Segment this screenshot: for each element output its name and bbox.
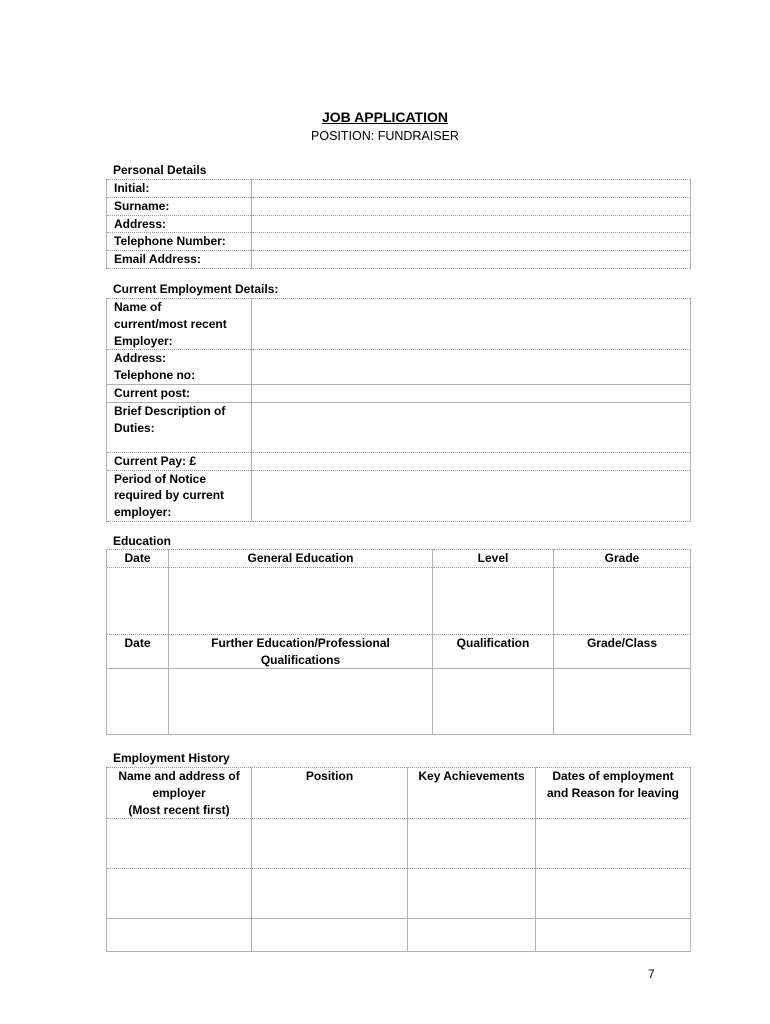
personal-details-table <box>106 179 691 269</box>
employer-address-field[interactable] <box>252 350 691 385</box>
email-field[interactable] <box>252 251 691 269</box>
notice-period-field[interactable] <box>252 470 691 521</box>
current-employment-table <box>106 298 691 522</box>
grade-class-cell[interactable] <box>554 669 691 735</box>
history-cell[interactable] <box>107 919 252 952</box>
history-cell[interactable] <box>107 819 252 869</box>
history-cell[interactable] <box>252 869 408 919</box>
employment-history-table <box>106 767 691 952</box>
education-date-cell[interactable] <box>107 567 169 634</box>
surname-field[interactable] <box>252 197 691 215</box>
page-number: 7 <box>648 967 655 981</box>
current-pay-field[interactable] <box>252 452 691 470</box>
key-achievements-header: Key Achievements <box>408 768 536 819</box>
address-label: Address: <box>107 215 252 233</box>
position-subtitle: POSITION: FUNDRAISER <box>311 129 459 143</box>
telephone-field[interactable] <box>252 233 691 251</box>
further-date-header: Date <box>107 634 169 669</box>
further-education-cell[interactable] <box>169 669 433 735</box>
qualification-header: Qualification <box>433 634 554 669</box>
further-date-cell[interactable] <box>107 669 169 735</box>
history-cell[interactable] <box>536 819 691 869</box>
grade-class-header: Grade/Class <box>554 634 691 669</box>
history-cell[interactable] <box>107 869 252 919</box>
employer-name-header: Name and address of employer (Most recent first) <box>107 768 252 819</box>
grade-cell[interactable] <box>554 567 691 634</box>
current-employment-heading: Current Employment Details: <box>113 282 279 296</box>
grade-header: Grade <box>554 550 691 568</box>
qualification-cell[interactable] <box>433 669 554 735</box>
employer-label: Name of current/most recent Employer: <box>107 299 252 350</box>
history-cell[interactable] <box>252 919 408 952</box>
notice-period-label: Period of Notice required by current employer: <box>107 470 252 521</box>
dates-reason-header: Dates of employment and Reason for leaving <box>536 768 691 819</box>
duties-field[interactable] <box>252 402 691 452</box>
initial-label: Initial: <box>107 180 252 198</box>
duties-label: Brief Description of Duties: <box>107 402 252 452</box>
employer-field[interactable] <box>252 299 691 350</box>
level-header: Level <box>433 550 554 568</box>
employment-history-heading: Employment History <box>113 751 230 765</box>
current-post-field[interactable] <box>252 384 691 402</box>
current-post-label: Current post: <box>107 384 252 402</box>
history-cell[interactable] <box>252 819 408 869</box>
current-pay-label: Current Pay: £ <box>107 452 252 470</box>
page-title: JOB APPLICATION <box>321 109 448 125</box>
general-education-header: General Education <box>169 550 433 568</box>
history-cell[interactable] <box>408 819 536 869</box>
initial-field[interactable] <box>252 180 691 198</box>
employer-address-label: Address: Telephone no: <box>107 350 252 385</box>
history-cell[interactable] <box>536 919 691 952</box>
email-label: Email Address: <box>107 251 252 269</box>
history-cell[interactable] <box>408 869 536 919</box>
surname-label: Surname: <box>107 197 252 215</box>
level-cell[interactable] <box>433 567 554 634</box>
education-heading: Education <box>113 534 172 548</box>
history-cell[interactable] <box>536 869 691 919</box>
telephone-label: Telephone Number: <box>107 233 252 251</box>
history-cell[interactable] <box>408 919 536 952</box>
personal-details-heading: Personal Details <box>113 163 207 177</box>
further-education-header: Further Education/Professional Qualifications <box>169 634 433 669</box>
position-header: Position <box>252 768 408 819</box>
education-table <box>106 549 691 735</box>
education-date-header: Date <box>107 550 169 568</box>
general-education-cell[interactable] <box>169 567 433 634</box>
address-field[interactable] <box>252 215 691 233</box>
